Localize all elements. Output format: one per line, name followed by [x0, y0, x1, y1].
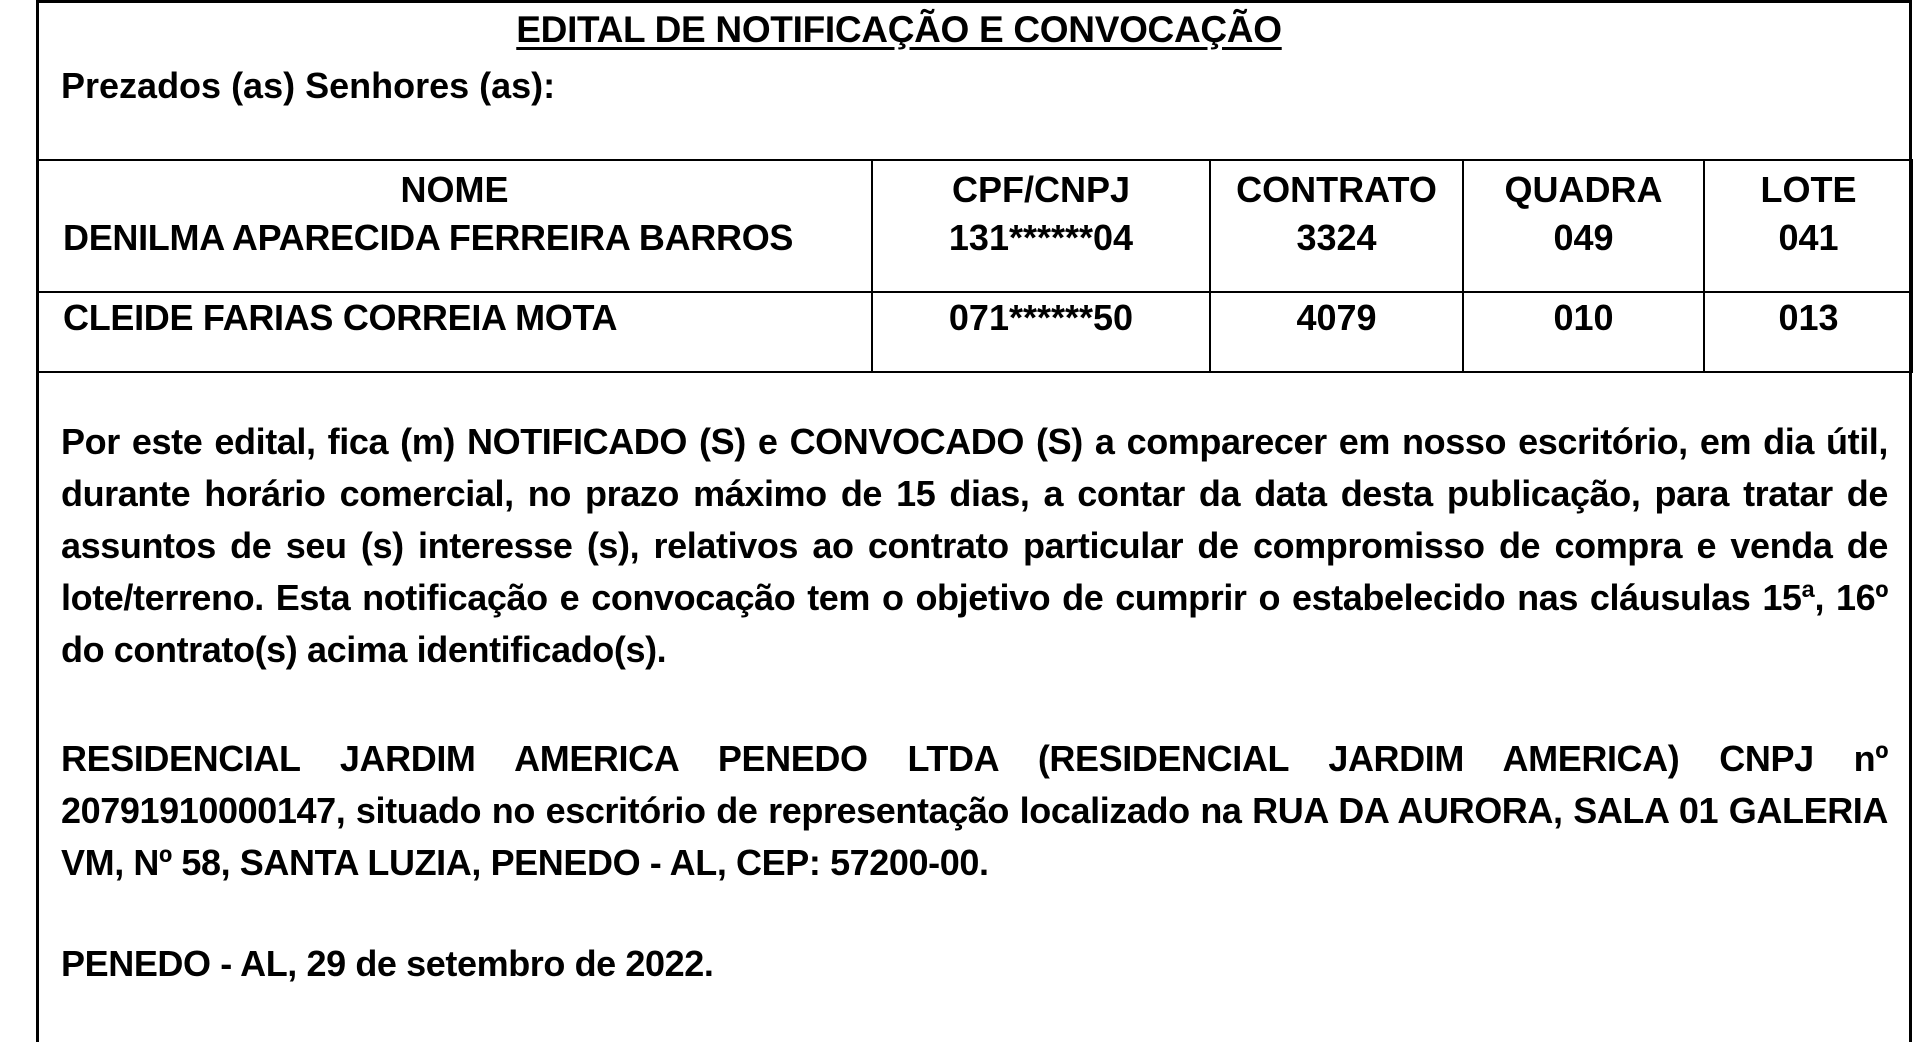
notice-body-paragraph: Por este edital, fica (m) NOTIFICADO (S) e CONVOCADO (S) a comparecer em nosso escritório, em dia útil, durante horário comercial, no prazo máximo de 15 dias, a contar da data desta publicação, para tratar de assuntos de seu (s) interesse (s), relativos ao contrato particular de compromisso de compra e venda de lote/terreno. Esta notificação e convocação tem o objetivo de cumprir o estabelecido nas cláusulas 15ª, 16º do contrato(s) acima identificado(s). — [61, 421, 1888, 670]
cell-cpf-cnpj: 071******50 — [872, 292, 1210, 372]
date-line: PENEDO - AL, 29 de setembro de 2022. — [61, 943, 714, 984]
table-header-row — [37, 160, 1913, 213]
notified-parties-table — [36, 159, 1913, 373]
cell-contrato: 3324 — [1210, 213, 1463, 292]
table-row — [37, 292, 1913, 372]
column-header-nome: NOME — [37, 160, 872, 213]
company-paragraph: RESIDENCIAL JARDIM AMERICA PENEDO LTDA (RESIDENCIAL JARDIM AMERICA) CNPJ nº 20791910000147, situado no escritório de representação localizado na RUA DA AURORA, SALA 01 GALERIA VM, Nº 58, SANTA LUZIA, PENEDO - AL, CEP: 57200-00. — [61, 738, 1888, 883]
column-header-quadra: QUADRA — [1463, 160, 1704, 213]
cell-cpf-cnpj: 131******04 — [872, 213, 1210, 292]
cell-quadra: 010 — [1463, 292, 1704, 372]
cell-quadra: 049 — [1463, 213, 1704, 292]
cell-nome: DENILMA APARECIDA FERREIRA BARROS — [37, 213, 872, 292]
document-title: EDITAL DE NOTIFICAÇÃO E CONVOCAÇÃO — [516, 9, 1282, 50]
column-header-lote: LOTE — [1704, 160, 1913, 213]
cell-lote: 041 — [1704, 213, 1913, 292]
table-row — [37, 213, 1913, 292]
cell-contrato: 4079 — [1210, 292, 1463, 372]
cell-lote: 013 — [1704, 292, 1913, 372]
greeting: Prezados (as) Senhores (as): — [61, 65, 556, 106]
column-header-cpf-cnpj: CPF/CNPJ — [872, 160, 1210, 213]
cell-nome: CLEIDE FARIAS CORREIA MOTA — [37, 292, 872, 372]
notice-frame — [36, 0, 1912, 1042]
column-header-contrato: CONTRATO — [1210, 160, 1463, 213]
